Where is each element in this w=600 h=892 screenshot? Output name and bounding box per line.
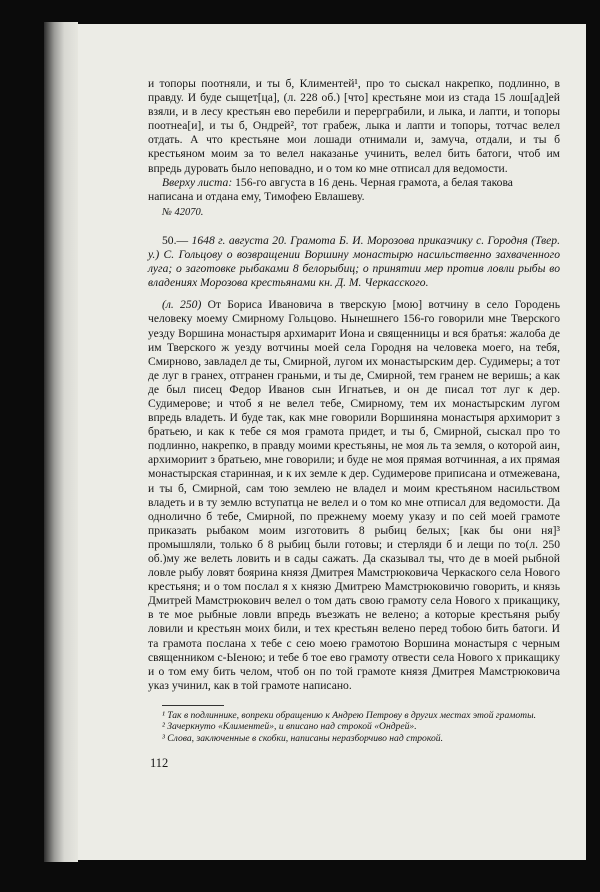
leaf-reference: (л. 250) — [162, 298, 202, 312]
footnote-1: ¹ Так в подлиннике, вопреки обращению к Андрею Петрову в других местах этой грамоты. — [162, 709, 536, 721]
sheet-note-text: 156-го августа в 16 день. Черная грамота, а белая такова написана и отдана ему, Тимофею Евлашеву. — [148, 175, 513, 203]
footnote-divider — [162, 705, 224, 706]
footnote-2: ² Зачеркнуто «Климентей», и вписано над строкой «Ондрей». — [162, 721, 417, 733]
document-body — [148, 298, 560, 693]
footnote-3: ³ Слова, заключенные в скобки, написаны неразборчиво над строкой. — [162, 732, 443, 744]
document-body-text: От Бориса Ивановича в тверскую [мою] вотчину в село Городень человеку моему Смирному Гольцово. Нынешнего 156-го говорили мне Тверского уезду Воршина монастыря архимарит Иона и священницы и вся братья: жалоба де им Тверского ж уезду вотчины моей села Городня на человека моего, на тебя, Смирново, завладел де ты, Смирной, лугом их монастырским дер. Судимеры; а тот де луг в гранех, отгранен граньми, и ты де, Смирной, тем гранем не веришь; а как де был писец Федор Иванов сын Игнатьев, и он де писал тот луг к дер. Судимерове; и чтоб я не велел тебе, Смирному, тем их монастырским лугом впредь владеть. И буде так, как мне говорили Воршиняна монастыря архиморит з братьею, и как к тебе ся моя грамота придет, и ты б, Смирной, сыскал про то подлинно, накрепко, в правду моими крестьяны, не моя ль та земля, о которой аин, архимориит з братьею, мне говорили; и буде не моя прямая вотчинная, а их прямая монастырская старинная, и к их земле к дер. Судимерове приписана и отмежевана, и ты б, Смирной, сам тою землею не владел и моим крестьяном насильством владеть и в ту землю вступатца не велел и о том ко мне отписал для ведомости. Да однолично б тебе, Смирной, по прежнему моему указу и по сей моей грамоте приказать рыбаком моим изготовить 8 рыбиц белых; [как бы они ня]³ промышляли, только б 8 рыбиц были готовы; и стерляди б и лещи по то(л. 250 об.)му же велеть ловить и в сады сажать. Да сказывал ты, что де в моей рыбной ловле рыбу ловят боярина князя Дмитрея Мамстрюковича Черкаского села Нового крестьяня; и о том послал я х князю Дмитрею Мамстрюковичю говорить, и князь Дмитрей Мамстрюкович велел о том дать свою грамоту села Нового х прикащику, в те мое рыбные ловли впредь въезжать не велено; а которые крестьяня рыбу ловили и крестьян моих били, и тех крестьян велено перед тобою бить батоги. И та грамота послана х тебе с сею моею грамотою Воршина монастыря с черным священником с-Ыеною; и тебе б тое ево грамоту отвести села Нового х прикащику и о том ему бить челом, чтоб он по той грамоте князя Дмитрея Мамстрюковича указ учинил, как в той грамоте написано. — [148, 298, 560, 692]
sheet-note-label: Вверху листа: — [162, 175, 233, 189]
top-paragraph: и топоры поотняли, и ты б, Климентей¹, про то сыскал накрепко, подлинно, в правду. И буде сыщет[ца], (л. 228 об.) [что] крестьяне мои из стада 15 лош[ад]ей взяли, и в лесу крестьян ево перебили и перерграбили, и лыка, и лапти, и топоры поотнеа[и], и ты б, Ондрей², тот грабеж, лыка и лапти и топоры, тотчас велел отдать. А что крестьяне мои лошади отнимали и, замуча, отдали, и ты б крестьяном моим за то велел наказанье учинить, велел бить батоги, чтоб им впредь дуровать было неповадно, и о том ко мне отписал для ведомости. — [148, 77, 560, 175]
book-spine-shadow — [44, 22, 78, 862]
footnotes — [148, 710, 560, 744]
book-page — [78, 24, 586, 860]
page-number: 112 — [150, 756, 169, 771]
document-heading — [148, 234, 560, 290]
archive-doc-number: № 42070. — [162, 206, 204, 218]
sheet-note — [148, 176, 560, 204]
document-title: 1648 г. августа 20. Грамота Б. И. Морозова приказчику с. Городня (Твер. у.) С. Гольцову о возвращении Воршину монастырю насильственно захваченного луга; о заготовке рыбаками 8 белорыбиц; о принятии мер против ловли рыбы во владениях Морозова крестьянами кн. Д. М. Черкасского. — [148, 233, 560, 290]
document-number: 50.— — [162, 233, 189, 247]
